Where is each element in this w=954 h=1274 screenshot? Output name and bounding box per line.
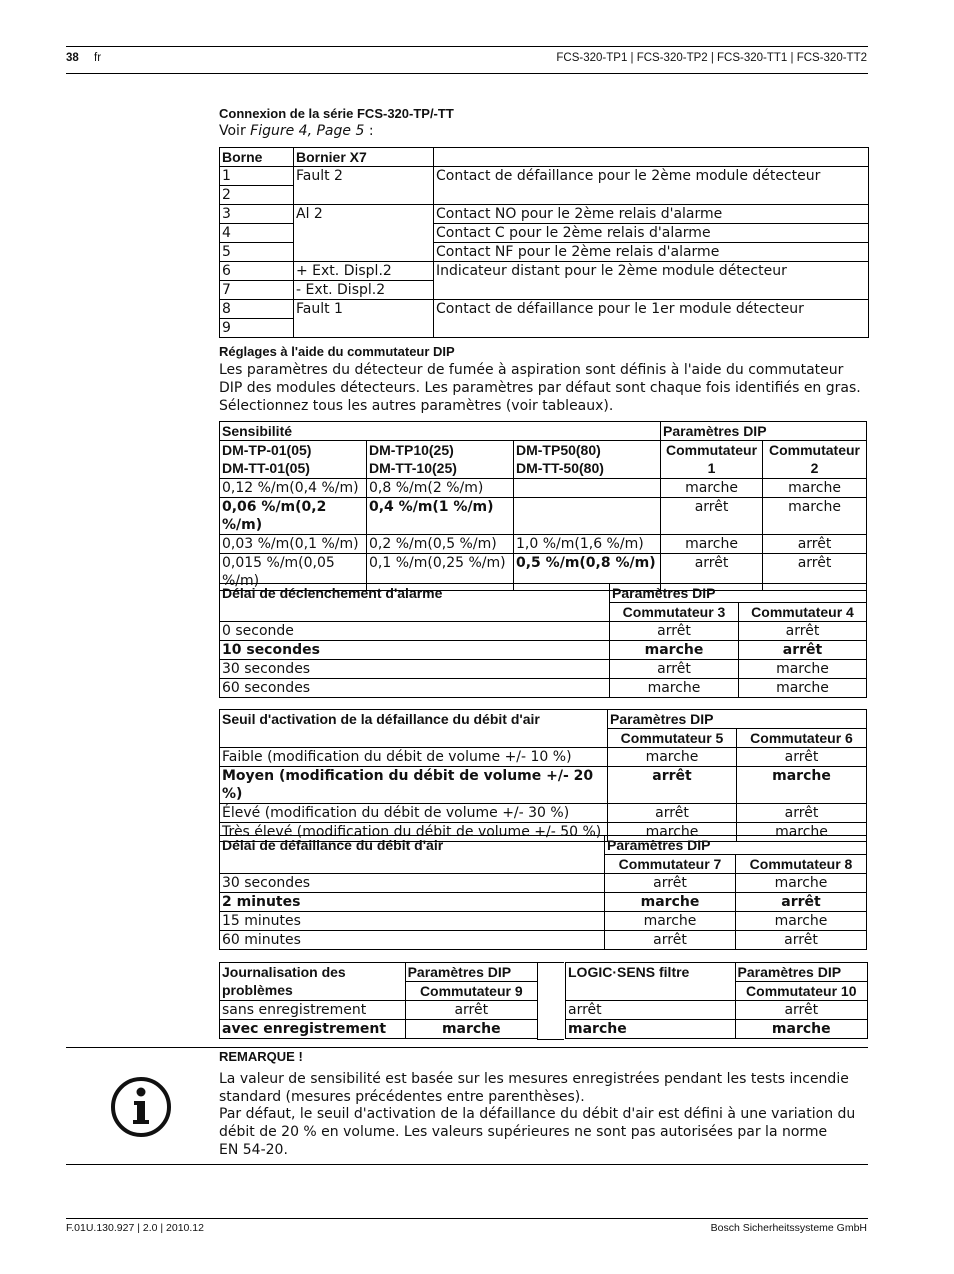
column-header [434,148,869,167]
dip-title: Paramètres DIP [608,710,867,729]
table-cell: arrêt [566,1001,736,1020]
column-header: Commutateur 2 [763,441,867,479]
table-cell: arrêt [610,660,739,679]
table-cell: arrêt [739,641,867,660]
column-header: Commutateur 3 [610,603,739,622]
column-header: Commutateur 7 [605,855,736,874]
table-cell: 0,06 %/m(0,2 %/m) [220,498,367,535]
note-bottom-rule [66,1164,868,1165]
table-cell: 30 secondes [220,874,605,893]
table-cell: marche [661,535,763,554]
table-cell: + Ext. Displ.2 [294,262,434,281]
table-cell: Faible (modification du débit de volume +/- 10 %) [220,748,608,767]
table-cell: arrêt [610,622,739,641]
table-cell: 0,2 %/m(0,5 %/m) [367,535,514,554]
table-cell: marche [763,498,867,535]
table-cell: arrêt [763,554,867,591]
table-cell: arrêt [736,931,867,950]
table-cell: 10 secondes [220,641,610,660]
table-spacer [537,962,564,1040]
table-cell: arrêt [405,1001,537,1020]
table-cell: Contact de défaillance pour le 2ème module détecteur [434,167,869,205]
note-paragraph-2: Par défaut, le seuil d'activation de la défaillance du débit d'air est défini à une variation du débit de 20 % en volume. Les valeurs supérieures ne sont pas autorisées par la norme EN 54-20. [219,1106,856,1158]
column-header: Commutateur 10 [735,982,867,1001]
table-cell: 15 minutes [220,912,605,931]
table-title: Journalisation des problèmes [220,963,406,1001]
table-cell: Contact de défaillance pour le 1er module détecteur [434,300,869,338]
table-cell: arrêt [737,804,867,823]
table-cell: arrêt [608,804,737,823]
table-cell: arrêt [661,554,763,591]
table-cell: arrêt [737,748,867,767]
table-cell: 2 [220,186,294,205]
table-cell: Contact NF pour le 2ème relais d'alarme [434,243,869,262]
table-cell: marche [737,767,867,804]
table-cell: Fault 1 [294,300,434,338]
column-header: DM-TP50(80) DM-TT-50(80) [514,441,661,479]
table-cell [514,479,661,498]
table-cell: Indicateur distant pour le 2ème module détecteur [434,262,869,300]
table-cell: marche [736,912,867,931]
footer-rule [66,1218,868,1219]
table-cell: arrêt [735,1001,867,1020]
table-cell: 0 seconde [220,622,610,641]
table-cell: 30 secondes [220,660,610,679]
table-title: Seuil d'activation de la défaillance du débit d'air [220,710,608,748]
terminal-table [219,147,869,338]
column-header: DM-TP10(25) DM-TT-10(25) [367,441,514,479]
table-cell: marche [605,912,736,931]
table-cell: marche [566,1020,736,1039]
column-header: Borne [220,148,294,167]
table-cell: 0,015 %/m(0,05 %/m) [220,554,367,591]
product-line: FCS-320-TP1 | FCS-320-TP2 | FCS-320-TT1 | FCS-320-TT2 [556,52,867,64]
page-number: 38 [66,52,79,64]
language-code: fr [94,52,102,64]
dip-title: Paramètres DIP [405,963,537,982]
table-cell: arrêt [605,874,736,893]
table-cell: 8 [220,300,294,319]
dip-title: Paramètres DIP [610,584,867,603]
table-cell: 1 [220,167,294,186]
table-cell: 4 [220,224,294,243]
table-cell: - Ext. Displ.2 [294,281,434,300]
table-cell: arrêt [608,767,737,804]
airflow-delay-table [219,835,867,950]
table-cell: marche [763,479,867,498]
table-cell: 3 [220,205,294,224]
table-cell: 7 [220,281,294,300]
alarm-delay-table [219,583,867,698]
column-header: Bornier X7 [294,148,434,167]
footer-doc-ref: F.01U.130.927 | 2.0 | 2010.12 [66,1222,204,1234]
column-header: Commutateur 1 [661,441,763,479]
table-cell: 6 [220,262,294,281]
table-cell: 0,03 %/m(0,1 %/m) [220,535,367,554]
column-header: Commutateur 6 [737,729,867,748]
table-cell: 60 secondes [220,679,610,698]
table-cell: 1,0 %/m(1,6 %/m) [514,535,661,554]
dip-intro-paragraph: Les paramètres du détecteur de fumée à aspiration sont définis à l'aide du commutateur DIP des modules détecteurs. Les paramètres par défaut sont chaque fois identifiés en gras. Sélectionnez tous les autres paramètres (voir tableaux). [219,362,861,414]
table-cell: Contact NO pour le 2ème relais d'alarme [434,205,869,224]
column-header: Commutateur 8 [736,855,867,874]
table-cell: 0,1 %/m(0,25 %/m) [367,554,514,591]
dip-title: Paramètres DIP [735,963,867,982]
table-title: Sensibilité [220,422,661,441]
table-cell: marche [605,893,736,912]
table-cell: marche [610,679,739,698]
table-cell: 5 [220,243,294,262]
table-cell: marche [405,1020,537,1039]
see-figure-line: Voir Figure 4, Page 5 : [219,123,374,139]
table-cell: 0,12 %/m(0,4 %/m) [220,479,367,498]
table-cell [514,498,661,535]
logging-table [219,962,538,1039]
info-icon [110,1076,172,1138]
note-paragraph-1: La valeur de sensibilité est basée sur les mesures enregistrées pendant les tests incendie standard (mesures précédentes entre parenthèses). [219,1071,849,1105]
table-cell: arrêt [739,622,867,641]
table-cell: marche [739,660,867,679]
table-cell: Élevé (modification du débit de volume +/- 30 %) [220,804,608,823]
table-cell: arrêt [605,931,736,950]
table-cell: 0,4 %/m(1 %/m) [367,498,514,535]
table-cell: marche [737,823,867,842]
table-title: LOGIC·SENS filtre [566,963,736,1001]
table-cell: Très élevé (modification du débit de volume +/- 50 %) [220,823,608,842]
table-cell: Al 2 [294,205,434,262]
airflow-threshold-table [219,709,867,842]
table-cell: Moyen (modification du débit de volume +/- 20 %) [220,767,608,804]
footer-company: Bosch Sicherheitssysteme GmbH [710,1222,867,1234]
table-title: Délai de défaillance du débit d'air [220,836,605,874]
table-cell: marche [608,748,737,767]
column-header: Commutateur 5 [608,729,737,748]
column-header: Commutateur 4 [739,603,867,622]
column-header: DM-TP-01(05) DM-TT-01(05) [220,441,367,479]
table-cell: 60 minutes [220,931,605,950]
table-cell: sans enregistrement [220,1001,406,1020]
dip-title: Paramètres DIP [605,836,867,855]
table-cell: marche [610,641,739,660]
section-title-connection: Connexion de la série FCS-320-TP/-TT [219,106,454,121]
note-title: REMARQUE ! [219,1049,303,1064]
table-cell: Fault 2 [294,167,434,205]
table-cell: 0,8 %/m(2 %/m) [367,479,514,498]
section-title-dip: Réglages à l'aide du commutateur DIP [219,344,455,359]
header-top-rule [66,46,868,47]
table-cell: marche [661,479,763,498]
column-header: Commutateur 9 [405,982,537,1001]
table-cell: marche [736,874,867,893]
table-cell: arrêt [763,535,867,554]
table-cell: arrêt [661,498,763,535]
logicsens-table [565,962,868,1039]
table-cell: 2 minutes [220,893,605,912]
table-cell: marche [608,823,737,842]
figure-reference[interactable]: Figure 4, Page 5 [250,123,365,139]
note-top-rule [66,1047,868,1048]
table-cell: 0,5 %/m(0,8 %/m) [514,554,661,591]
dip-title: Paramètres DIP [661,422,867,441]
table-title: Délai de déclenchement d'alarme [220,584,610,622]
header-bottom-rule [66,73,868,74]
table-cell: arrêt [736,893,867,912]
table-cell: avec enregistrement [220,1020,406,1039]
table-cell: marche [735,1020,867,1039]
table-cell: marche [739,679,867,698]
table-cell: Contact C pour le 2ème relais d'alarme [434,224,869,243]
table-cell: 9 [220,319,294,338]
sensitivity-table [219,421,867,591]
